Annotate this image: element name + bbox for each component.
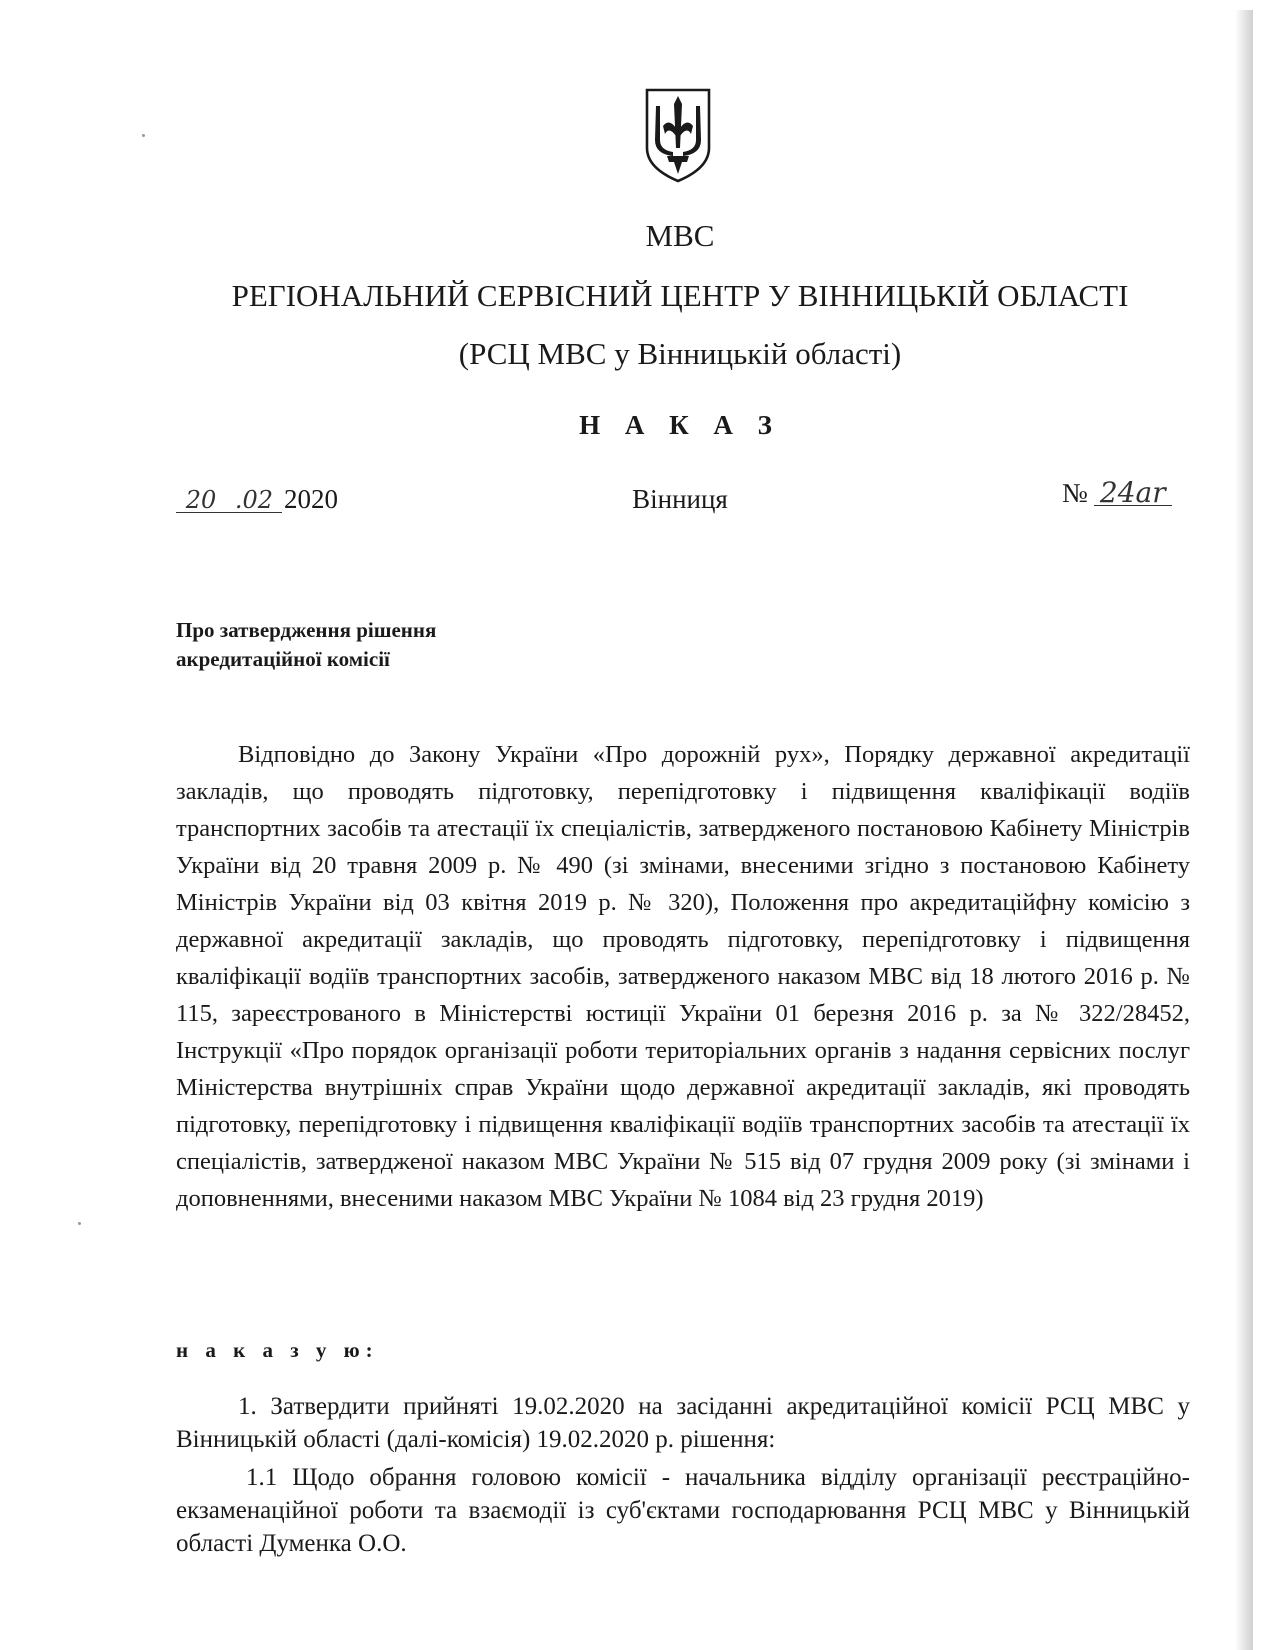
order-title: Н А К А З: [579, 410, 781, 440]
subject-line-1: Про затвердження рішення: [176, 618, 437, 642]
preamble-paragraph: Відповідно до Закону України «Про дорожній рух», Порядку державної акредитації закладів, що проводять підготовку, перепідготовку і підвищення кваліфікації водіїв транспортних засобів та атестації їх спеціалістів, затвердженого постановою Кабінету Міністрів України від 20 травня 2009 р. № 490 (зі змінами, внесеними згідно з постановою Кабінету Міністрів України від 03 квітня 2019 р. № 320), Положення про акредитаційфну комісію з державної акредитації закладів, що проводять підготовку, перепідготовку і підвищення кваліфікації водіїв транспортних засобів, затвердженого наказом МВС від 18 лютого 2016 р. № 115, зареєстрованого в Міністерстві юстиції України 01 березня 2016 р. за № 322/28452, Інструкції «Про порядок організації роботи територіальних органів з надання сервісних послуг Міністерства внутрішніх справ України щодо державної акредитації закладів, які проводять підготовку, перепідготовку і підвищення кваліфікації водіїв транспортних засобів та атестації їх спеціалістів, затвердженої наказом МВС України № 515 від 07 грудня 2009 року (зі змінами і доповненнями, внесеними наказом МВС України № 1084 від 23 грудня 2019): [176, 741, 1190, 1212]
trident-coat-of-arms-icon: [643, 86, 713, 184]
decree-word: н а к а з у ю:: [176, 1338, 379, 1362]
scan-speck: [142, 134, 145, 137]
order-subject: [176, 616, 516, 674]
order-date: [176, 484, 338, 515]
scan-speck: [78, 1222, 81, 1225]
subject-line-2: акредитаційної комісії: [176, 647, 390, 671]
handwritten-date-day: 20: [176, 488, 226, 513]
order-item-1: 1. Затвердити прийняті 19.02.2020 на засіданні акредитаційної комісії РСЦ МВС у Вінницькій області (далі-комісія) 19.02.2020 р. рішення:: [176, 1393, 1190, 1453]
handwritten-date-month: .02: [226, 488, 282, 513]
number-sign: №: [1062, 478, 1088, 508]
date-year: 2020: [284, 484, 338, 514]
order-item-1-1: 1.1 Щодо обрання головою комісії - начальника відділу організації реєстраційно-екзаменаційної роботи та взаємодії із суб'єктами господарювання РСЦ МВС у Вінницькій області Думенка О.О.: [176, 1464, 1190, 1557]
ministry-name: МВС: [645, 218, 715, 253]
city-name: Вінниця: [632, 484, 728, 514]
service-center-short-name: (РСЦ МВС у Вінницькій області): [458, 336, 902, 371]
handwritten-order-number: 24ar: [1094, 481, 1172, 506]
page-edge-shadow: [1235, 10, 1253, 1650]
service-center-name: РЕГІОНАЛЬНИЙ СЕРВІСНИЙ ЦЕНТР У ВІННИЦЬКІЙ ОБЛАСТІ: [231, 278, 1129, 313]
order-number: [1062, 478, 1172, 509]
